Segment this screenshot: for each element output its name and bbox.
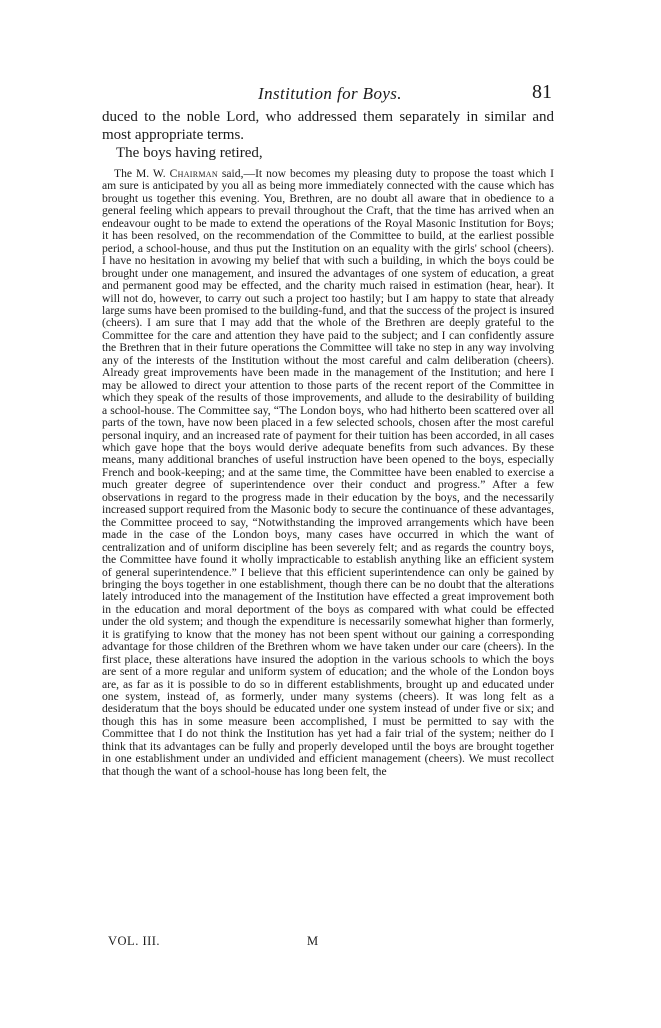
speech-paragraph <box>102 168 554 778</box>
volume-label: VOL. III. <box>108 934 161 948</box>
speech-text: said,—It now becomes my pleasing duty to propose the toast which I am sure is anticipated by you all as being more immediately connected with the cause which has brought us together this evening. You, Brethren, are no doubt all aware that in obedience to a general feeling which appears to prevail throughout the Craft, that the time has arrived when an endeavour ought to be made to extend the operations of the Royal Masonic Institution for Boys; it has been resolved, on the recommendation of the Committee to build, at the earliest possible period, a school-house, and thus put the Institution on an equality with the girls' school (cheers). I have no hesitation in avowing my belief that with such a building, in which the boys could be brought under one management, and insured the advantages of one system of education, a great and permanent good may be effected, and the charity much raised in estimation (hear, hear). It will not do, however, to carry out such a project too hastily; but I am happy to state that already large sums have been promised to the building-fund, and that the success of the project is insured (cheers). I am sure that I may add that the whole of the Brethren are deeply grateful to the Committee for the care and attention they have paid to the subject; and I can confidently assure the Brethren that in their future operations the Committee will take no step in any way involving any of the interests of the Institution without the most careful and calm deliberation (cheers). Already great improvements have been made in the management of the Institution; and here I may be allowed to direct your attention to those parts of the recent report of the Committee in which they speak of the results of those improvements, and allude to the desirability of building a school-house. The Committee say, “The London boys, who had hitherto been scattered over all parts of the town, have now been placed in a few selected schools, chosen after the most careful personal inquiry, and an increased rate of payment for their tuition has been accorded, in all cases which gave hope that the boys would derive adequate benefits from such advances. By these means, many additional branches of useful instruction have been opened to the boys, especially French and book-keeping; and at the same time, the Committee have been enabled to exercise a much greater degree of superintendence over their conduct and progress.” After a few observations in regard to the progress made in their education by the boys, and the necessarily increased support required from the Masonic body to secure the continuance of these advantages, the Committee proceed to say, “Notwithstanding the improved arrangements which have been made in the case of the London boys, many cases have occurred in which the want of centralization and of uniform discipline has been severely felt; and as regards the country boys, the Committee have found it wholly impracticable to establish anything like an efficient system of general superintendence.” I believe that this efficient superintendence can only be gained by bringing the boys together in one establishment, though there can be no doubt that the alterations lately introduced into the management of the Institution have effected a great improvement both in the education and moral deportment of the boys as compared with what could be effected under the old system; and though the expenditure is necessarily somewhat higher than formerly, it is gratifying to know that the money has not been spent without our gaining a corresponding advantage for those children of the Brethren whom we have taken under our care (cheers). In the first place, these alterations have insured the adoption in the various schools to which the boys are sent of a more regular and uniform system of education; and the whole of the London boys are, as far as it is possible to do so in different establishments, brought up and educated under one system, instead of, as formerly, under many systems (cheers). It was long felt as a desideratum that the boys should be educated under one system instead of under five or six; and though this has in some measure been accomplished, I must be permitted to say with the Committee that I do not think the Institution has yet had a fair trial of the system; neither do I think that its advantages can be fully and properly developed until the boys are brought together in one establishment under an undivided and efficient management (cheers). We must recollect that though the want of a school-house has long been felt, the <box>102 167 554 778</box>
continued-text <box>102 108 554 162</box>
speaker-name: Chairman <box>169 167 218 180</box>
running-header <box>100 81 560 110</box>
chairman-speech <box>102 168 554 778</box>
page-number: 81 <box>532 81 552 103</box>
signature-mark: M <box>307 934 319 948</box>
boys-retired-line: The boys having retired, <box>116 145 263 161</box>
speaker-prefix: The M. W. <box>114 167 170 180</box>
page-footer <box>100 934 552 950</box>
running-title: Institution for Boys. <box>258 84 402 103</box>
lead-paragraph: duced to the noble Lord, who addressed them separately in similar and most appropriate terms. <box>102 109 554 143</box>
